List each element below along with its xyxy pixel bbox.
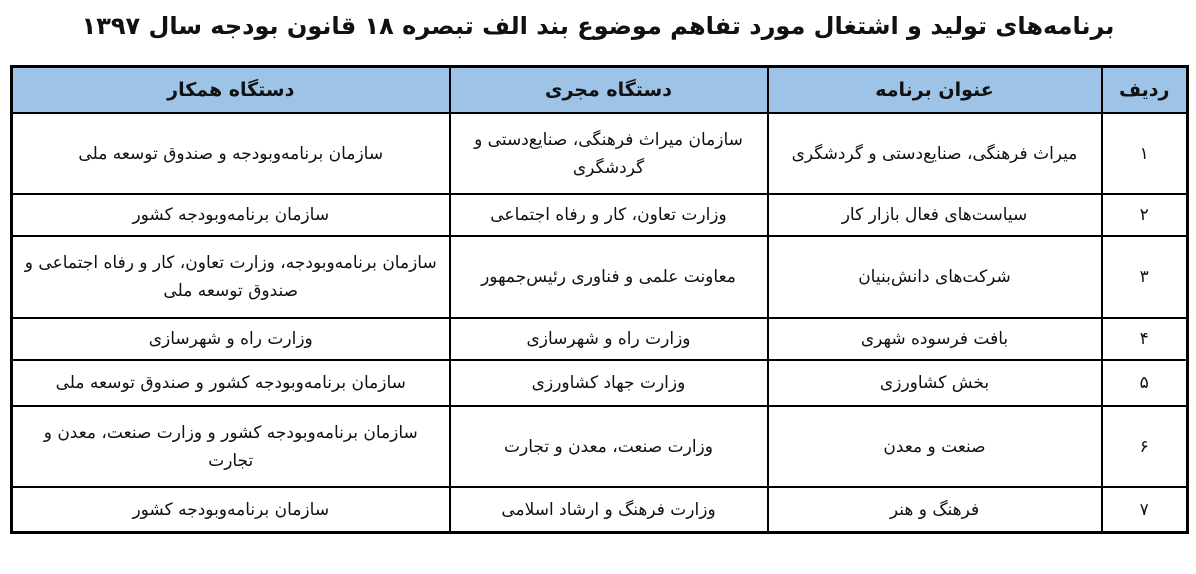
table-row (12, 113, 1188, 194)
cell-executing-agency: معاونت علمی و فناوری رئیس‌جمهور (450, 236, 768, 318)
cell-row-number: ۲ (1102, 194, 1188, 236)
cell-partner-agency: سازمان برنامه‌وبودجه کشور و وزارت صنعت، معدن و تجارت (12, 406, 450, 487)
table-row (12, 236, 1188, 318)
cell-row-number: ۶ (1102, 406, 1188, 487)
cell-program-title: بخش کشاورزی (768, 360, 1102, 406)
table-row (12, 360, 1188, 406)
cell-executing-agency: وزارت تعاون، کار و رفاه اجتماعی (450, 194, 768, 236)
cell-executing-agency: وزارت جهاد کشاورزی (450, 360, 768, 406)
cell-executing-agency: وزارت فرهنگ و ارشاد اسلامی (450, 487, 768, 533)
cell-program-title: بافت فرسوده شهری (768, 318, 1102, 360)
cell-partner-agency: سازمان برنامه‌وبودجه کشور و صندوق توسعه ملی (12, 360, 450, 406)
cell-row-number: ۳ (1102, 236, 1188, 318)
cell-partner-agency: سازمان برنامه‌وبودجه کشور (12, 194, 450, 236)
cell-partner-agency: وزارت راه و شهرسازی (12, 318, 450, 360)
cell-program-title: صنعت و معدن (768, 406, 1102, 487)
cell-executing-agency: وزارت صنعت، معدن و تجارت (450, 406, 768, 487)
header-program-title: عنوان برنامه (768, 67, 1102, 114)
table-row (12, 487, 1188, 533)
table-row (12, 318, 1188, 360)
cell-executing-agency: وزارت راه و شهرسازی (450, 318, 768, 360)
cell-row-number: ۱ (1102, 113, 1188, 194)
cell-row-number: ۵ (1102, 360, 1188, 406)
header-executing-agency: دستگاه مجری (450, 67, 768, 114)
header-row-number: ردیف (1102, 67, 1188, 114)
cell-partner-agency: سازمان برنامه‌وبودجه، وزارت تعاون، کار و رفاه اجتماعی و صندوق توسعه ملی (12, 236, 450, 318)
cell-program-title: سیاست‌های فعال بازار کار (768, 194, 1102, 236)
cell-executing-agency: سازمان میراث فرهنگی، صنایع‌دستی و گردشگری (450, 113, 768, 194)
table-header-row (12, 67, 1188, 114)
cell-program-title: شرکت‌های دانش‌بنیان (768, 236, 1102, 318)
table-row (12, 194, 1188, 236)
cell-program-title: فرهنگ و هنر (768, 487, 1102, 533)
cell-partner-agency: سازمان برنامه‌وبودجه و صندوق توسعه ملی (12, 113, 450, 194)
programs-table (10, 65, 1189, 534)
page-title: برنامه‌های تولید و اشتغال مورد تفاهم موضوع بند الف تبصره ۱۸ قانون بودجه سال ۱۳۹۷ (81, 12, 1115, 40)
header-partner-agency: دستگاه همکار (12, 67, 450, 114)
cell-partner-agency: سازمان برنامه‌وبودجه کشور (12, 487, 450, 533)
table-row (12, 406, 1188, 487)
cell-row-number: ۷ (1102, 487, 1188, 533)
cell-program-title: میراث فرهنگی، صنایع‌دستی و گردشگری (768, 113, 1102, 194)
cell-row-number: ۴ (1102, 318, 1188, 360)
